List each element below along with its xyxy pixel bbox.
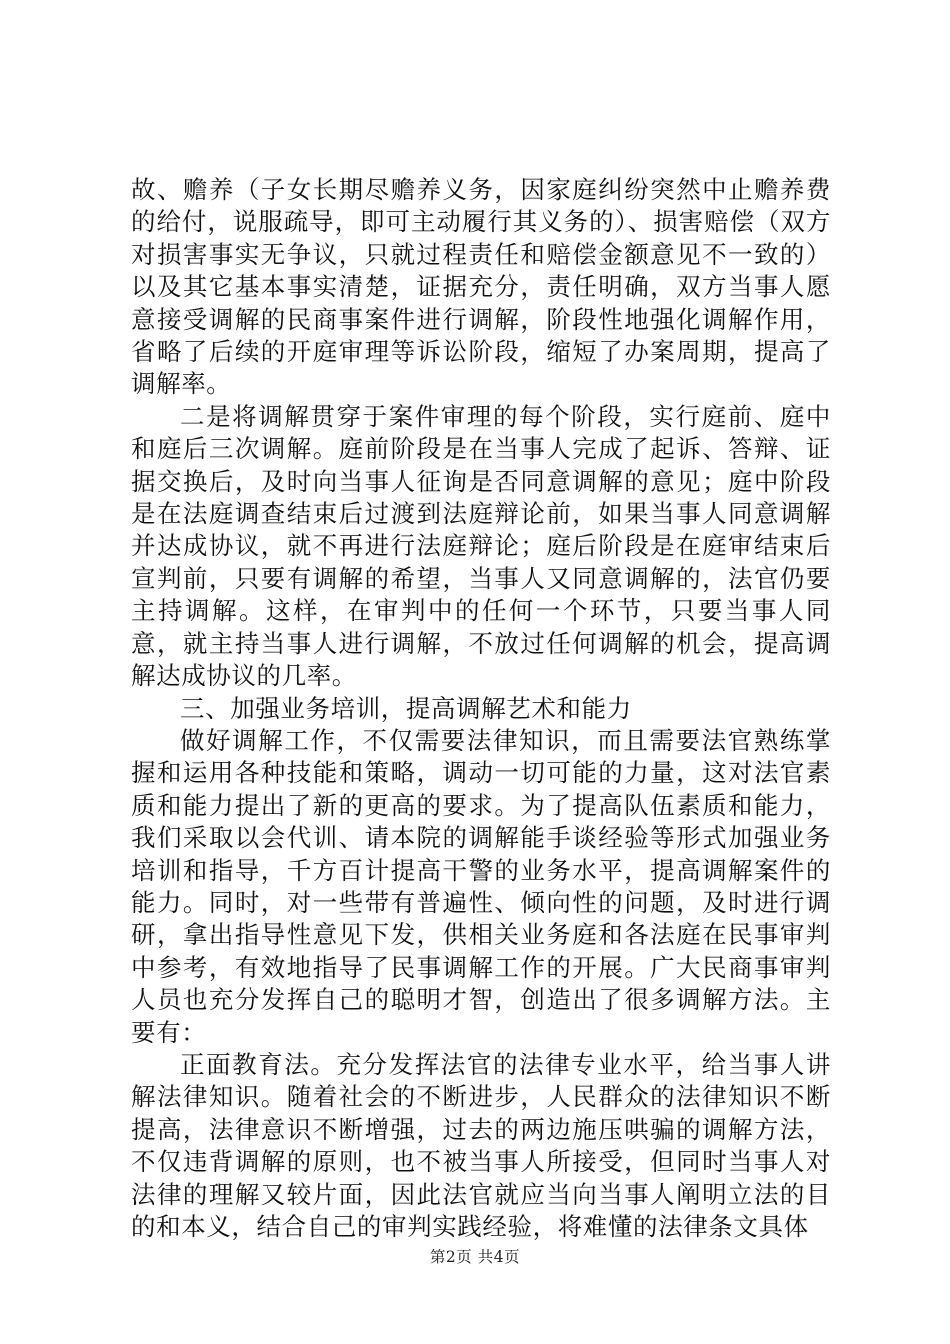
paragraph-education-method: 正面教育法。充分发挥法官的法律专业水平，给当事人讲解法律知识。随着社会的不断进步，人民群众的法律知识不断提高，法律意识不断增强，过去的两边施压哄骗的调解方法，不仅违背调解的原则，也不被当事人所接受，但同时当事人对法律的理解又较片面，因此法官就应当向当事人阐明立法的目的和本义，结合自己的审判实践经验，将难懂的法律条文具体 (131, 1049, 831, 1241)
paragraph-continuation: 故、赡养（子女长期尽赡养义务，因家庭纠纷突然中止赡养费的给付，说服疏导，即可主动履行其义务的）、损害赔偿（双方对损害事实无争议，只就过程责任和赔偿金额意见不一致的）以及其它基本事实清楚，证据充分，责任明确，双方当事人愿意接受调解的民商事案件进行调解，阶段性地强化调解作用，省略了后续的开庭审理等诉讼阶段，缩短了办案周期，提高了调解率。 (131, 175, 831, 399)
paragraph-training: 做好调解工作，不仅需要法律知识，而且需要法官熟练掌握和运用各种技能和策略，调动一切可能的力量，这对法官素质和能力提出了新的更高的要求。为了提高队伍素质和能力，我们采取以会代训、请本院的调解能手谈经验等形式加强业务培训和指导，千方百计提高干警的业务水平，提高调解案件的能力。同时，对一些带有普遍性、倾向性的问题，及时进行调研，拿出指导性意见下发，供相关业务庭和各法庭在民事审判中参考，有效地指导了民事调解工作的开展。广大民商事审判人员也充分发挥自己的聪明才智，创造出了很多调解方法。主要有： (131, 725, 831, 1047)
paragraph-mediation-stages: 二是将调解贯穿于案件审理的每个阶段，实行庭前、庭中和庭后三次调解。庭前阶段是在当事人完成了起诉、答辩、证据交换后，及时向当事人征询是否同意调解的意见；庭中阶段是在法庭调查结束后过渡到法庭辩论前，如果当事人同意调解并达成协议，就不再进行法庭辩论；庭后阶段是在庭审结束后宣判前，只要有调解的希望，当事人又同意调解的，法官仍要主持调解。这样，在审判中的任何一个环节，只要当事人同意，就主持当事人进行调解，不放过任何调解的机会，提高调解达成协议的几率。 (131, 401, 831, 691)
page-footer: 第2页 共4页 (429, 1248, 521, 1266)
document-body (131, 174, 831, 1243)
section-heading-training: 三、加强业务培训，提高调解艺术和能力 (180, 693, 632, 723)
